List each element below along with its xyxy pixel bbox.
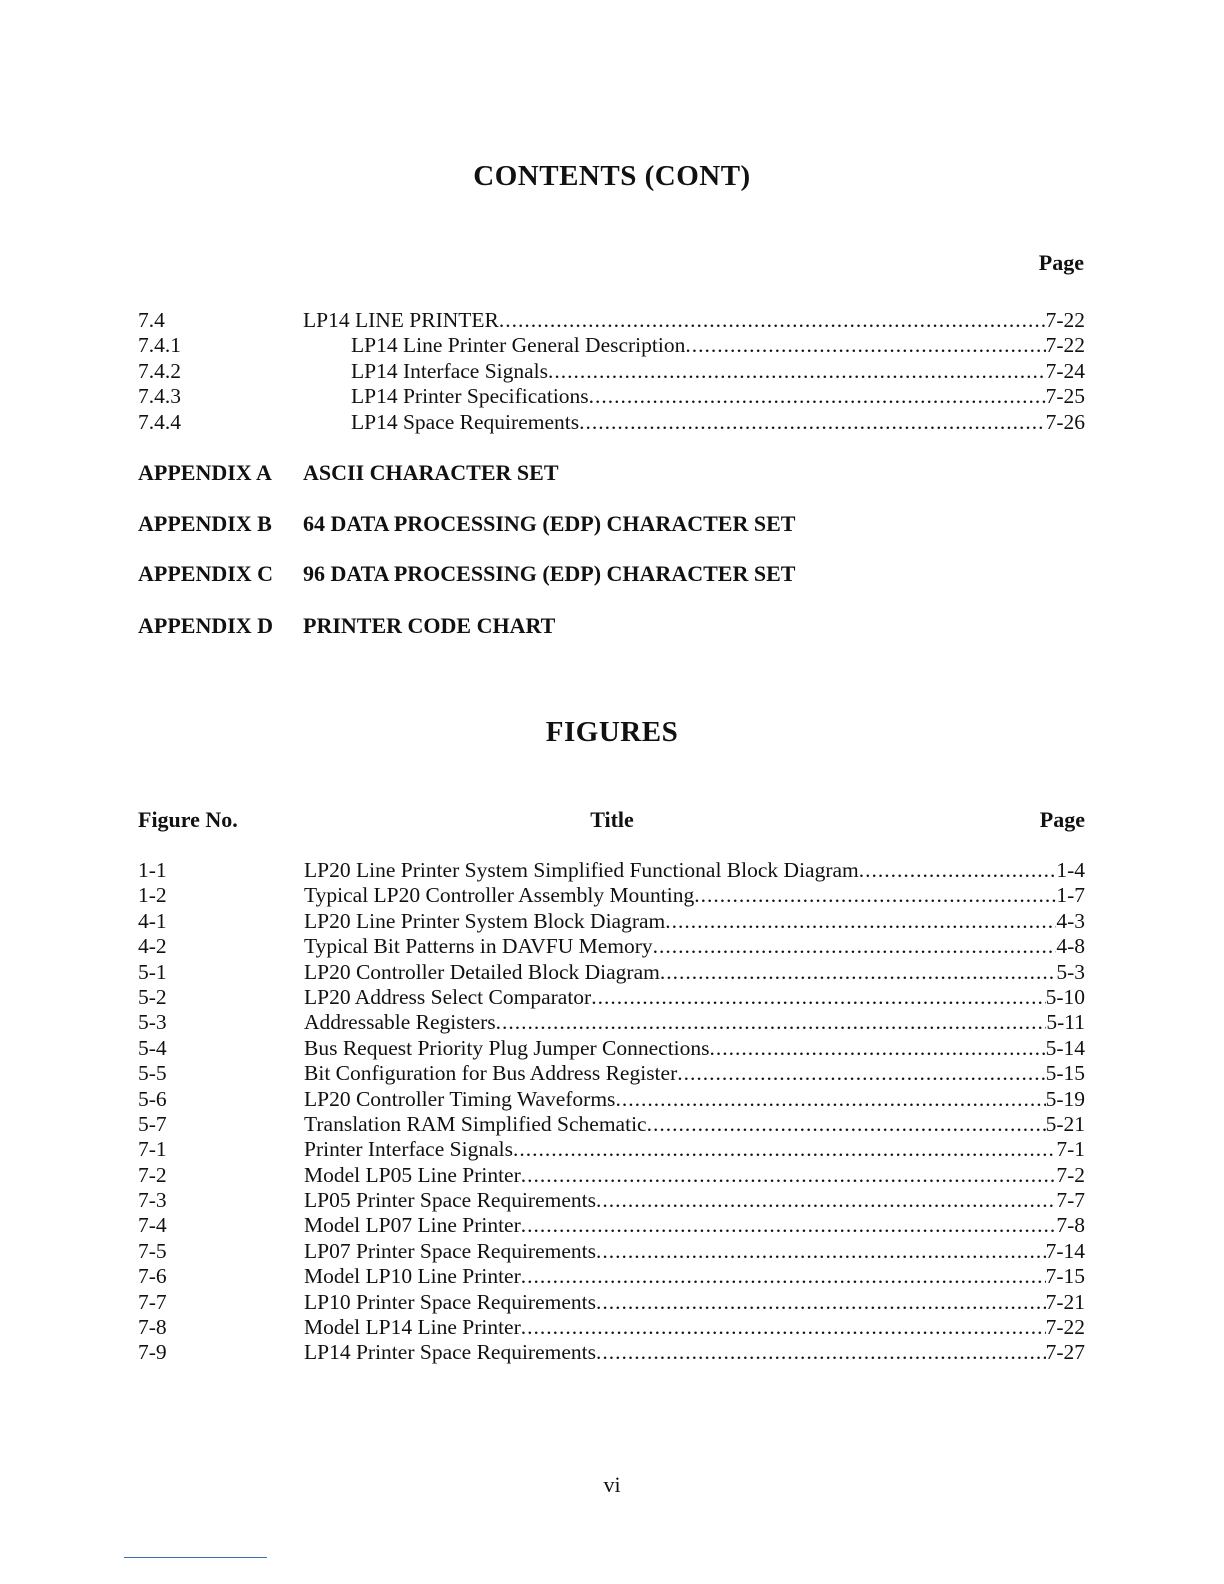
dot-leader bbox=[710, 1036, 1046, 1061]
figure-number: 7-3 bbox=[138, 1188, 167, 1213]
figure-page: 5-11 bbox=[1046, 1010, 1085, 1035]
figure-title: Model LP10 Line Printer bbox=[304, 1264, 521, 1289]
figure-page: 5-21 bbox=[1045, 1111, 1085, 1136]
figure-number: 7-7 bbox=[138, 1289, 167, 1314]
figure-page: 5-14 bbox=[1045, 1035, 1085, 1060]
contents-entry bbox=[138, 384, 1085, 409]
bottom-rule bbox=[124, 1557, 267, 1558]
dot-leader bbox=[859, 858, 1057, 883]
appendix-a-entry bbox=[138, 460, 1085, 486]
figure-number: 5-4 bbox=[138, 1035, 167, 1060]
figure-entry bbox=[138, 1010, 1085, 1035]
dot-leader bbox=[653, 934, 1057, 959]
figure-page: 7-14 bbox=[1045, 1238, 1085, 1263]
figure-number-column-header: Figure No. bbox=[138, 807, 238, 832]
figure-entry bbox=[138, 934, 1085, 959]
contents-entry bbox=[138, 410, 1085, 435]
figure-title: Printer Interface Signals bbox=[304, 1137, 513, 1162]
figure-title: Typical Bit Patterns in DAVFU Memory bbox=[304, 934, 653, 959]
figure-page: 1-7 bbox=[1056, 883, 1085, 908]
contents-entry bbox=[138, 333, 1085, 358]
section-title: LP14 Line Printer General Description bbox=[351, 333, 686, 358]
appendix-title: 64 DATA PROCESSING (EDP) CHARACTER SET bbox=[303, 511, 796, 536]
figure-title: LP07 Printer Space Requirements bbox=[304, 1238, 596, 1263]
dot-leader bbox=[596, 1340, 1046, 1365]
dot-leader bbox=[685, 333, 1045, 358]
figure-title-column-header: Title bbox=[590, 807, 634, 832]
figure-page: 7-15 bbox=[1045, 1264, 1085, 1289]
dot-leader bbox=[496, 1010, 1047, 1035]
figure-page: 5-3 bbox=[1056, 959, 1085, 984]
contents-title: CONTENTS (CONT) bbox=[473, 160, 751, 192]
dot-leader bbox=[548, 359, 1046, 384]
page-number-footer: vi bbox=[603, 1472, 621, 1497]
figure-entry bbox=[138, 1315, 1085, 1340]
figure-number: 1-1 bbox=[138, 858, 167, 882]
figure-entry bbox=[138, 883, 1085, 908]
appendix-title: ASCII CHARACTER SET bbox=[303, 460, 559, 485]
dot-leader bbox=[596, 1188, 1056, 1213]
figure-number: 7-6 bbox=[138, 1264, 167, 1289]
section-page: 7-26 bbox=[1045, 409, 1085, 434]
appendix-title: PRINTER CODE CHART bbox=[303, 613, 556, 638]
dot-leader bbox=[596, 1239, 1046, 1264]
figure-title: LP05 Printer Space Requirements bbox=[304, 1188, 596, 1213]
appendix-title: 96 DATA PROCESSING (EDP) CHARACTER SET bbox=[303, 561, 796, 586]
figure-title: LP20 Address Select Comparator bbox=[304, 984, 592, 1009]
figure-number: 4-1 bbox=[138, 908, 167, 933]
section-title: LP14 Printer Specifications bbox=[351, 384, 589, 409]
dot-leader bbox=[660, 960, 1056, 985]
appendix-label: APPENDIX D bbox=[138, 613, 274, 638]
figure-title: Translation RAM Simplified Schematic bbox=[304, 1111, 647, 1136]
dot-leader bbox=[665, 909, 1056, 934]
contents-page-column-header: Page bbox=[1038, 250, 1084, 275]
dot-leader bbox=[579, 410, 1045, 435]
dot-leader bbox=[694, 883, 1056, 908]
figure-entry bbox=[138, 1290, 1085, 1315]
figure-number: 7-9 bbox=[138, 1340, 167, 1365]
figure-number: 5-6 bbox=[138, 1086, 167, 1111]
figure-entry bbox=[138, 985, 1085, 1010]
contents-entry bbox=[138, 359, 1085, 384]
figure-entry bbox=[138, 1036, 1085, 1061]
dot-leader bbox=[677, 1061, 1045, 1086]
figure-page: 5-19 bbox=[1045, 1086, 1085, 1111]
figure-number: 1-2 bbox=[138, 883, 167, 908]
dot-leader bbox=[521, 1163, 1057, 1188]
figure-page: 7-8 bbox=[1056, 1213, 1085, 1238]
section-number: 7.4.4 bbox=[138, 409, 181, 434]
section-number: 7.4.3 bbox=[138, 384, 181, 409]
section-page: 7-25 bbox=[1045, 384, 1085, 409]
figure-entry bbox=[138, 1112, 1085, 1137]
figure-title: Model LP14 Line Printer bbox=[304, 1315, 521, 1340]
dot-leader bbox=[521, 1213, 1057, 1238]
contents-list bbox=[138, 308, 1085, 435]
figure-entry bbox=[138, 909, 1085, 934]
figure-entry bbox=[138, 1061, 1085, 1086]
figure-title: Typical LP20 Controller Assembly Mounting bbox=[304, 883, 695, 908]
figure-entry bbox=[138, 1163, 1085, 1188]
figure-page: 7-22 bbox=[1045, 1315, 1085, 1340]
dot-leader bbox=[589, 384, 1046, 409]
section-page: 7-24 bbox=[1045, 358, 1085, 383]
figure-number: 5-2 bbox=[138, 984, 167, 1009]
section-number: 7.4 bbox=[138, 308, 165, 332]
figure-entry bbox=[138, 1239, 1085, 1264]
figure-entry bbox=[138, 1188, 1085, 1213]
dot-leader bbox=[521, 1264, 1046, 1289]
figure-number: 5-1 bbox=[138, 959, 167, 984]
figure-title: LP20 Line Printer System Block Diagram bbox=[304, 908, 666, 933]
section-page: 7-22 bbox=[1045, 333, 1085, 358]
figure-title: Model LP07 Line Printer bbox=[304, 1213, 521, 1238]
figure-title: Addressable Registers bbox=[304, 1010, 496, 1035]
dot-leader bbox=[647, 1112, 1046, 1137]
figure-page: 4-3 bbox=[1056, 908, 1085, 933]
figure-entry bbox=[138, 1213, 1085, 1238]
figure-page-column-header: Page bbox=[1039, 807, 1085, 832]
figure-number: 7-4 bbox=[138, 1213, 167, 1238]
appendix-label: APPENDIX A bbox=[138, 460, 272, 485]
figure-number: 5-5 bbox=[138, 1061, 167, 1086]
figure-number: 7-2 bbox=[138, 1162, 167, 1187]
figure-title: LP20 Controller Detailed Block Diagram bbox=[304, 959, 660, 984]
figure-page: 7-7 bbox=[1056, 1188, 1085, 1213]
dot-leader bbox=[499, 308, 1046, 333]
figure-page: 7-21 bbox=[1045, 1289, 1085, 1314]
section-number: 7.4.1 bbox=[138, 333, 181, 358]
figure-page: 4-8 bbox=[1056, 934, 1085, 959]
figure-entry bbox=[138, 960, 1085, 985]
figure-title: Bus Request Priority Plug Jumper Connections bbox=[304, 1035, 710, 1060]
dot-leader bbox=[596, 1290, 1046, 1315]
figure-page: 7-2 bbox=[1056, 1162, 1085, 1187]
section-number: 7.4.2 bbox=[138, 358, 181, 383]
figure-number: 7-8 bbox=[138, 1315, 167, 1340]
figure-page: 5-10 bbox=[1045, 984, 1085, 1009]
section-page: 7-22 bbox=[1045, 308, 1085, 332]
section-title: LP14 Interface Signals bbox=[351, 358, 549, 383]
figure-page: 5-15 bbox=[1045, 1061, 1085, 1086]
contents-entry bbox=[138, 308, 1085, 333]
figure-entry bbox=[138, 858, 1085, 883]
appendix-label: APPENDIX C bbox=[138, 561, 274, 586]
figure-entry bbox=[138, 1264, 1085, 1289]
figure-number: 7-5 bbox=[138, 1238, 167, 1263]
section-title: LP14 LINE PRINTER bbox=[303, 308, 499, 332]
figure-title: LP20 Controller Timing Waveforms bbox=[304, 1086, 616, 1111]
figures-title: FIGURES bbox=[545, 716, 679, 748]
appendix-b-entry bbox=[138, 511, 1085, 537]
figure-title: LP20 Line Printer System Simplified Functional Block Diagram bbox=[304, 858, 859, 882]
figure-title: Model LP05 Line Printer bbox=[304, 1162, 521, 1187]
figure-number: 5-7 bbox=[138, 1111, 167, 1136]
section-title: LP14 Space Requirements bbox=[351, 409, 580, 434]
figure-number: 7-1 bbox=[138, 1137, 167, 1162]
dot-leader bbox=[521, 1315, 1046, 1340]
figure-title: LP10 Printer Space Requirements bbox=[304, 1289, 596, 1314]
dot-leader bbox=[591, 985, 1045, 1010]
figure-entry bbox=[138, 1137, 1085, 1162]
figure-page: 1-4 bbox=[1056, 858, 1085, 882]
figure-page: 7-1 bbox=[1056, 1137, 1085, 1162]
figures-list bbox=[138, 858, 1085, 1366]
figure-number: 4-2 bbox=[138, 934, 167, 959]
dot-leader bbox=[615, 1087, 1045, 1112]
appendix-d-entry bbox=[138, 613, 1085, 639]
figure-entry bbox=[138, 1087, 1085, 1112]
figure-entry bbox=[138, 1340, 1085, 1365]
appendix-label: APPENDIX B bbox=[138, 511, 272, 536]
dot-leader bbox=[513, 1137, 1056, 1162]
figure-title: Bit Configuration for Bus Address Register bbox=[304, 1061, 678, 1086]
figure-page: 7-27 bbox=[1045, 1340, 1085, 1365]
appendix-c-entry bbox=[138, 561, 1085, 587]
figure-title: LP14 Printer Space Requirements bbox=[304, 1340, 596, 1365]
figure-number: 5-3 bbox=[138, 1010, 167, 1035]
